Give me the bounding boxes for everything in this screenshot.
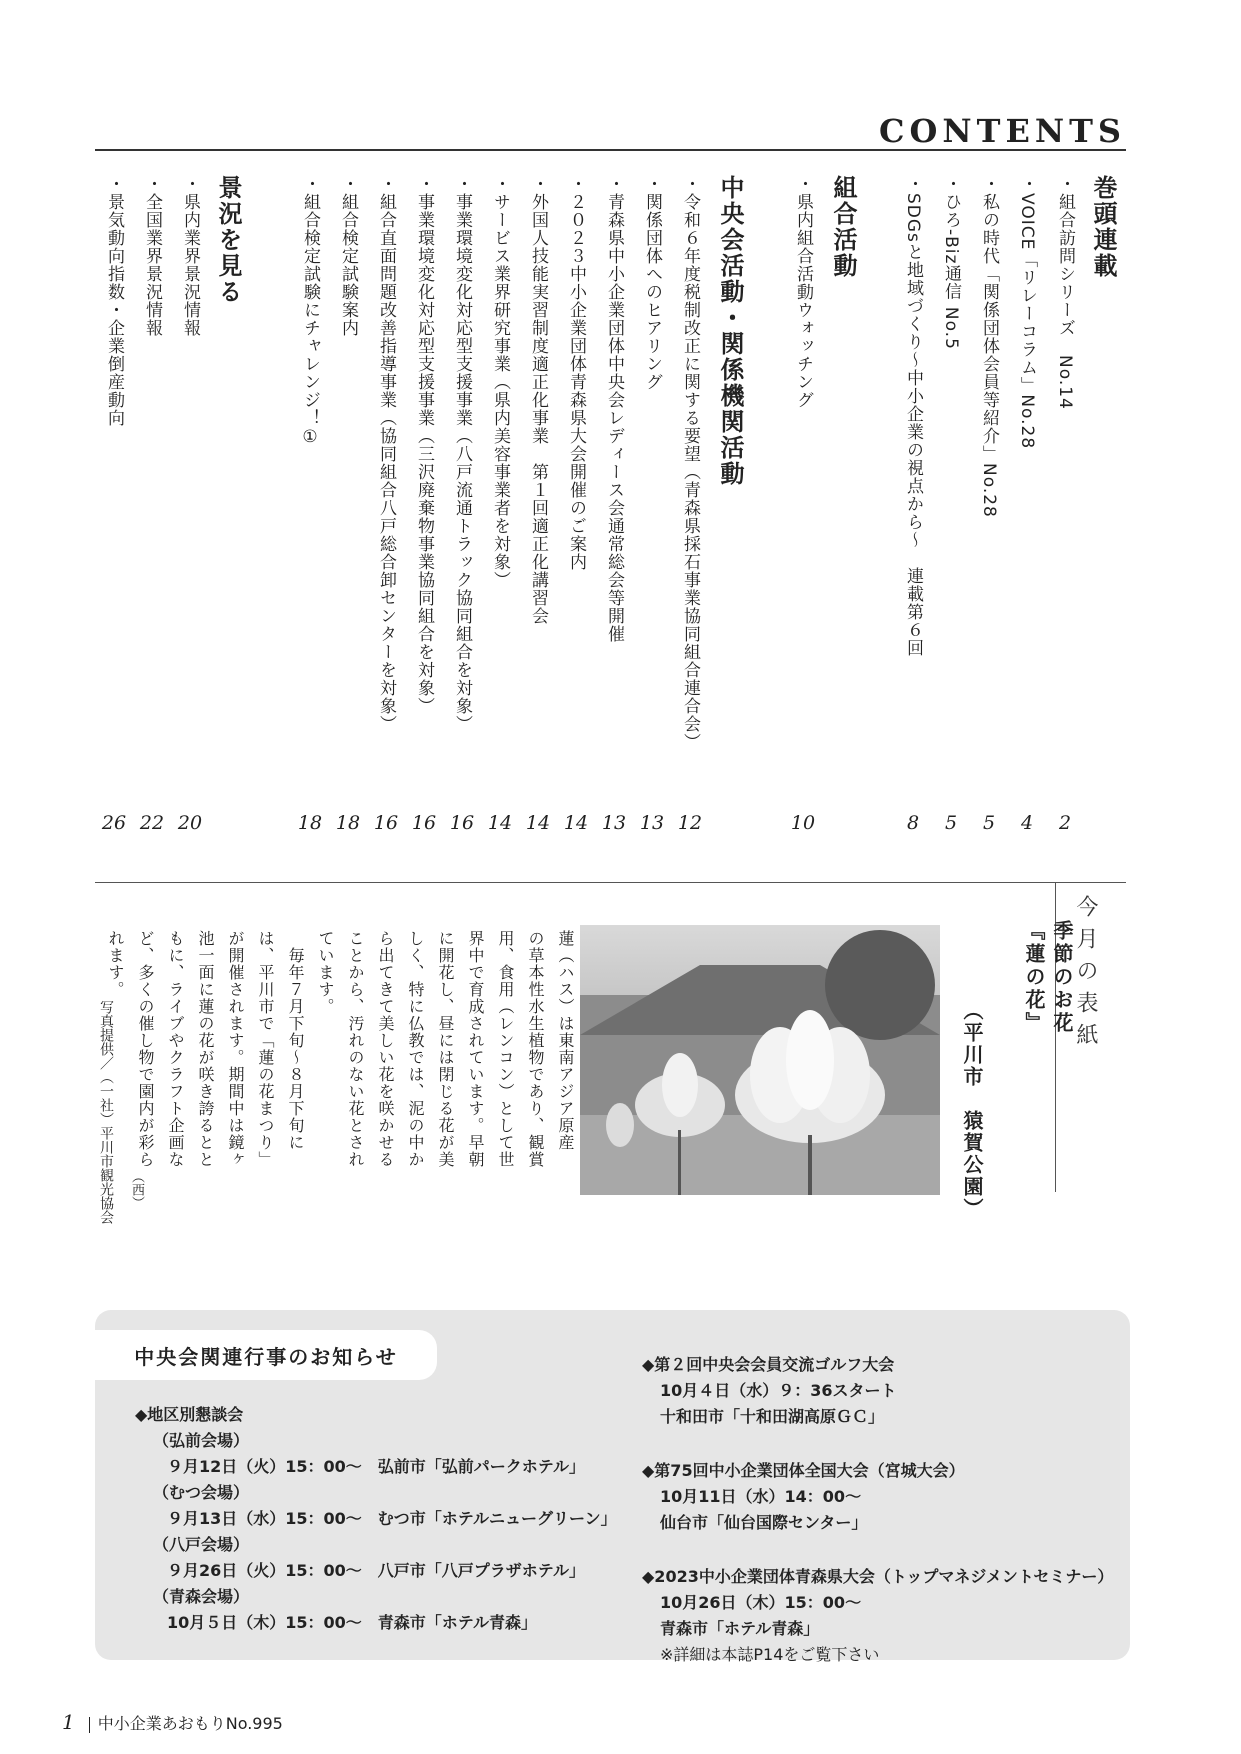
cover-text-line: は、平川市で「蓮の花まつり」 <box>256 930 275 1168</box>
cover-text-line: が開催されます。期間中は鏡ヶ <box>226 930 245 1168</box>
event-detail: 10月11日（水）14：00～ <box>660 1487 862 1506</box>
event-heading: ◆2023中小企業団体青森県大会（トップマネジメントセミナー） <box>642 1567 1114 1586</box>
lotus-image <box>580 925 940 1195</box>
cover-text-line: 蓮（ハス）は東南アジア原産 <box>556 930 575 1151</box>
venue-detail: ９月13日（水）15：00～ むつ市「ホテルニューグリーン」 <box>167 1509 617 1528</box>
events-left-column <box>135 1402 617 1636</box>
toc-item[interactable]: ・全国業界景況情報 <box>142 175 162 337</box>
toc-item[interactable]: ・青森県中小企業団体中央会レディース会通常総会等開催 <box>604 175 624 643</box>
toc-page-number: 13 <box>639 812 665 834</box>
section-title-economy: 景況を見る <box>214 175 242 305</box>
footer-magazine: 中小企業あおもりNo.995 <box>97 1714 283 1733</box>
toc-item[interactable]: ・SDGsと地域づくり～中小企業の視点から～ 連載第６回 <box>903 175 923 657</box>
event-heading: ◆地区別懇談会 <box>135 1405 244 1424</box>
cover-text-line: に開花し、昼には閉じる花が美 <box>436 930 455 1168</box>
toc-page-number: 5 <box>944 812 958 834</box>
venue-detail: ９月26日（火）15：00～ 八戸市「八戸プラザホテル」 <box>167 1561 585 1580</box>
footer-separator <box>89 1717 90 1733</box>
cover-text-line: れます。 <box>106 930 125 998</box>
toc-page-number: 12 <box>677 812 703 834</box>
cover-text-line: 池一面に蓮の花が咲き誇るとと <box>196 930 215 1168</box>
lotus-photo <box>580 925 940 1195</box>
cover-text-line: の草本性水生植物であり、観賞 <box>526 930 545 1168</box>
toc-page-number: 2 <box>1058 812 1072 834</box>
event-heading: ◆第２回中央会会員交流ゴルフ大会 <box>642 1355 895 1374</box>
toc-item[interactable]: ・組合検定試験案内 <box>338 175 358 337</box>
cover-text-line: 界中で育成されています。早朝 <box>466 930 485 1168</box>
toc-item[interactable]: ・外国人技能実習制度適正化事業 第１回適正化講習会 <box>528 175 548 625</box>
toc-page-number: 14 <box>525 812 551 834</box>
toc-page-number: 4 <box>1020 812 1034 834</box>
contents-title: CONTENTS <box>879 112 1126 150</box>
toc-page-number: 16 <box>373 812 399 834</box>
section-title-central: 中央会活動・関係機関活動 <box>716 175 744 487</box>
venue-name: （八戸会場） <box>153 1535 250 1554</box>
toc-item[interactable]: ・私の時代「関係団体会員等紹介」No.28 <box>979 175 999 518</box>
toc-item[interactable]: ・VOICE「リレーコラム」No.28 <box>1017 175 1037 450</box>
toc-page-number: 18 <box>335 812 361 834</box>
event-detail: 仙台市「仙台国際センター」 <box>660 1513 868 1532</box>
page-footer <box>62 1710 283 1734</box>
venue-detail: 10月５日（木）15：00～ 青森市「ホテル青森」 <box>167 1613 537 1632</box>
cover-heading <box>1020 920 1076 1035</box>
toc-page-number: 13 <box>601 812 627 834</box>
toc-item[interactable]: ・２０２３中小企業団体青森県大会開催のご案内 <box>566 175 586 571</box>
events-title: 中央会関連行事のお知らせ <box>95 1330 437 1380</box>
toc-item[interactable]: ・ひろ-Biz通信 No.5 <box>941 175 961 350</box>
toc-item[interactable]: ・令和６年度税制改正に関する要望（青森県採石事業協同組合連合会） <box>680 175 700 751</box>
toc-page-number: 26 <box>101 812 127 834</box>
cover-text-line: ど、多くの催し物で園内が彩ら <box>136 930 155 1168</box>
cover-text-line: もに、ライブやクラフト企画な <box>166 930 185 1168</box>
venue-name: （むつ会場） <box>153 1483 250 1502</box>
toc-item[interactable]: ・事業環境変化対応型支援事業（八戸流通トラック協同組合を対象） <box>452 175 472 733</box>
toc-page-number: 18 <box>297 812 323 834</box>
toc-item[interactable]: ・景気動向指数・企業倒産動向 <box>104 175 124 427</box>
toc-page-number: 16 <box>449 812 475 834</box>
cover-text-line: ことから、汚れのない花とされ <box>346 930 365 1168</box>
event-note: ※詳細は本誌P14をご覧下さい <box>660 1645 880 1664</box>
cover-title: 『蓮の花』 <box>1022 920 1046 1035</box>
toc-page-number: 16 <box>411 812 437 834</box>
cover-text-line: しく、特に仏教では、泥の中か <box>406 930 425 1168</box>
events-right-column <box>642 1352 1113 1668</box>
toc-page-number: 5 <box>982 812 996 834</box>
event-heading: ◆第75回中小企業団体全国大会（宮城大会） <box>642 1461 965 1480</box>
toc-page-number: 14 <box>563 812 589 834</box>
venue-name: （弘前会場） <box>153 1431 250 1450</box>
section-title-serial: 巻頭連載 <box>1089 175 1117 279</box>
toc-item[interactable]: ・組合検定試験にチャレンジ！① <box>300 175 320 448</box>
cover-text-line: 用、食用（レンコン）として世 <box>496 930 515 1168</box>
cover-author: （西） <box>129 1170 144 1209</box>
toc-page-number: 8 <box>906 812 920 834</box>
toc-item[interactable]: ・県内業界景況情報 <box>180 175 200 337</box>
cover-text-line: 毎年７月下旬～８月下旬に <box>286 930 305 1151</box>
cover-label: 今月の表紙 <box>1073 895 1098 1055</box>
event-detail: 10月26日（木）15：00～ <box>660 1593 862 1612</box>
footer-page-number: 1 <box>62 1710 75 1734</box>
toc-page-number: 22 <box>139 812 165 834</box>
section-divider <box>95 882 1126 883</box>
photo-credit: 写真提供／（一社）平川市観光協会 <box>98 1000 114 1224</box>
cover-text-line: ら出てきて美しい花を咲かせる <box>376 930 395 1168</box>
toc-page-number: 14 <box>487 812 513 834</box>
header-rule <box>95 149 1126 151</box>
venue-name: （青森会場） <box>153 1587 250 1606</box>
venue-detail: ９月12日（火）15：00～ 弘前市「弘前パークホテル」 <box>167 1457 585 1476</box>
toc-item[interactable]: ・事業環境変化対応型支援事業（三沢廃棄物事業協同組合を対象） <box>414 175 434 715</box>
event-detail: 青森市「ホテル青森」 <box>660 1619 820 1638</box>
toc-page-number: 10 <box>790 812 816 834</box>
cover-text-line: ています。 <box>316 930 335 1015</box>
event-detail: 10月４日（水）９：36スタート <box>660 1381 897 1400</box>
cover-place: （平川市 猿賀公園） <box>960 1000 984 1220</box>
toc-item[interactable]: ・県内組合活動ウォッチング <box>793 175 813 409</box>
toc-page-number: 20 <box>177 812 203 834</box>
toc-item[interactable]: ・サービス業界研究事業（県内美容事業者を対象） <box>490 175 510 589</box>
event-detail: 十和田市「十和田湖高原ＧＣ」 <box>660 1407 885 1426</box>
cover-subtitle: 季節のお花 <box>1050 920 1074 1035</box>
toc-item[interactable]: ・組合訪問シリーズ No.14 <box>1055 175 1075 410</box>
toc-item[interactable]: ・組合直面問題改善指導事業（協同組合八戸総合卸センターを対象） <box>376 175 396 733</box>
section-title-activity: 組合活動 <box>829 175 857 279</box>
toc-item[interactable]: ・関係団体へのヒアリング <box>642 175 662 391</box>
